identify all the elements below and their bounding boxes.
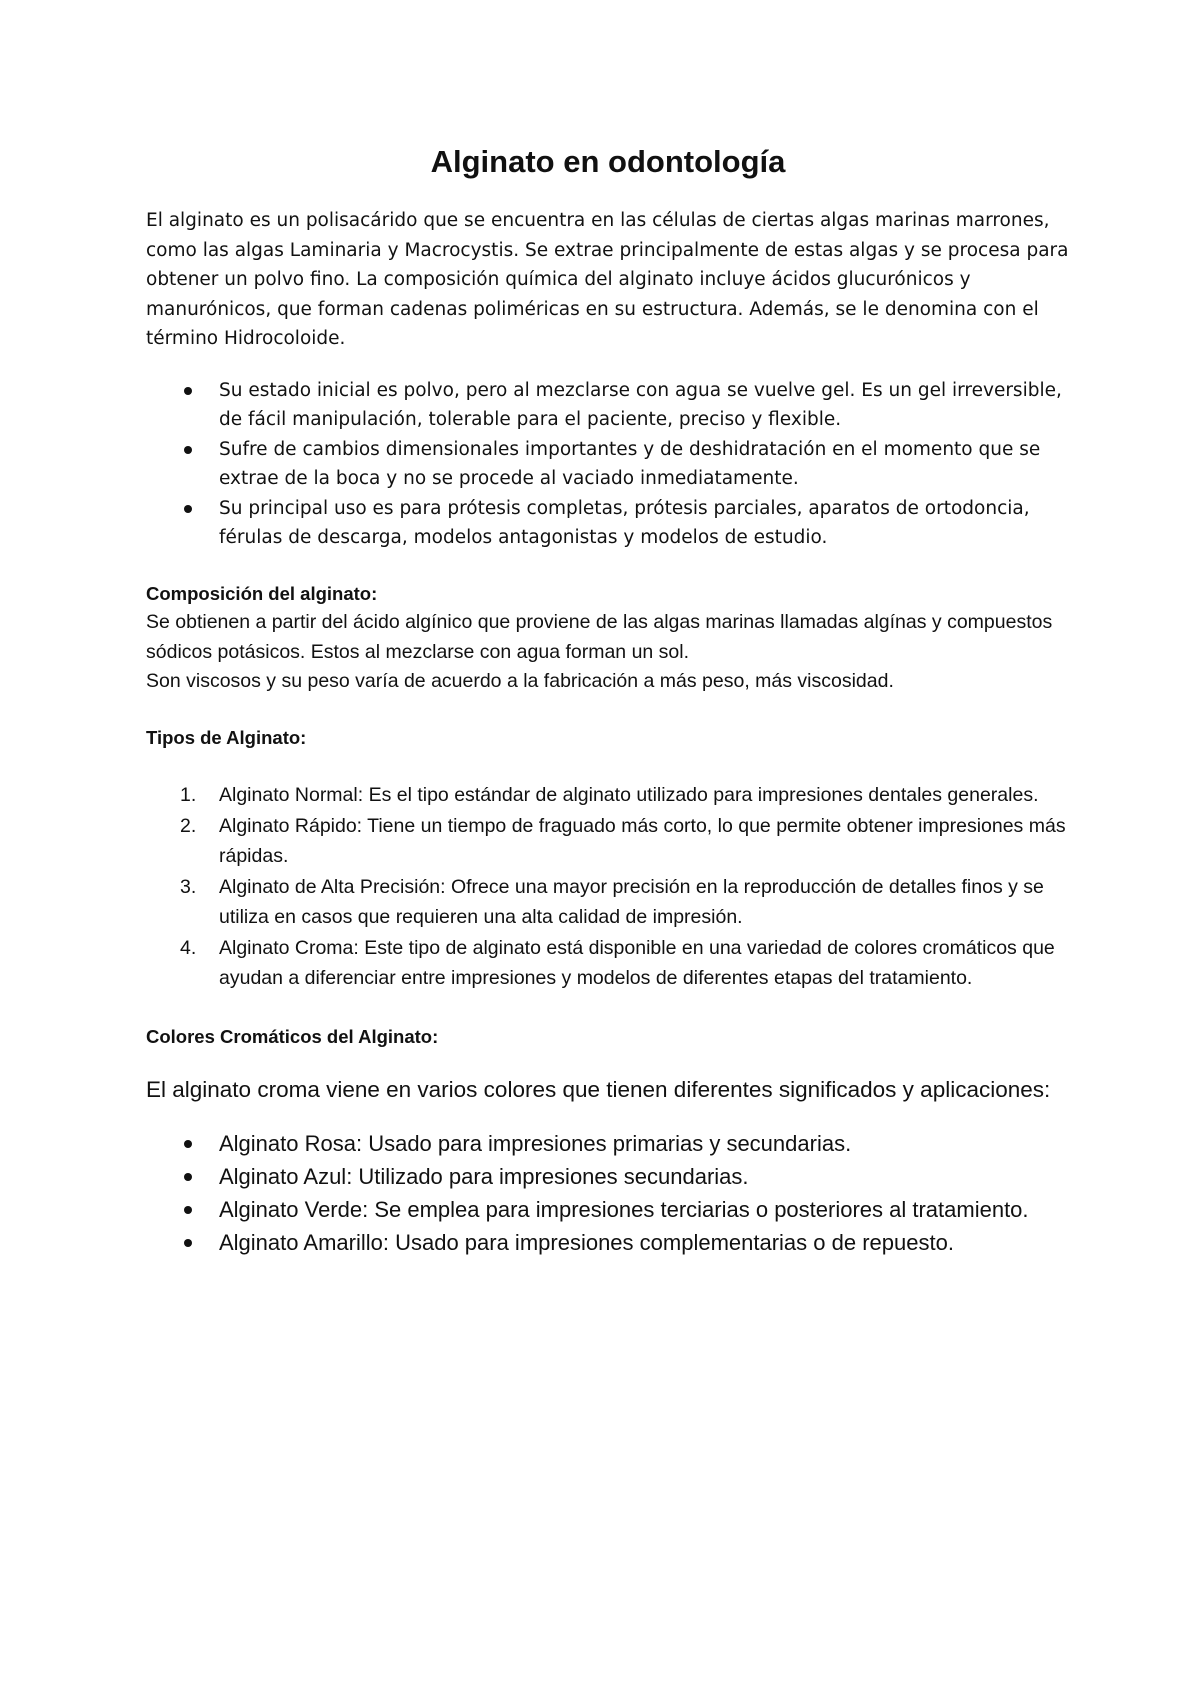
colors-intro: El alginato croma viene en varios colores que tienen diferentes significados y aplicaciones: — [146, 1077, 1051, 1102]
list-item-text: Alginato Normal: Es el tipo estándar de alginato utilizado para impresiones dentales generales. — [219, 784, 1039, 806]
intro-paragraph: El alginato es un polisacárido que se encuentra en las células de ciertas algas marinas marrones, como las algas Laminaria y Macrocystis. Se extrae principalmente de estas algas y se procesa para obtener un polvo fino. La composición química del alginato incluye ácidos glucurónicos y manurónicos, que forman cadenas poliméricas en su estructura. Además, se le denomina con el término Hidrocoloide. — [146, 210, 1069, 349]
composition-heading: Composición del alginato: — [146, 582, 378, 604]
list-number: 4. — [180, 936, 197, 959]
colors-list — [146, 1127, 1070, 1259]
types-list — [146, 780, 1070, 994]
list-number: 2. — [180, 814, 197, 837]
list-item-text: Alginato de Alta Precisión: Ofrece una mayor precisión en la reproducción de detalles finos y se utiliza en casos que requieren una alta calidad de impresión. — [219, 875, 1044, 928]
list-item — [146, 933, 1070, 994]
composition-line: Se obtienen a partir del ácido algínico que proviene de las algas marinas llamadas algínas y compuestos sódicos potásicos. Estos al mezclarse con agua forman un sol. — [146, 611, 1053, 663]
list-item: Su principal uso es para prótesis completas, prótesis parciales, aparatos de ortodoncia, férulas de descarga, modelos antagonistas y modelos de estudio. — [146, 494, 1070, 553]
list-item — [146, 811, 1070, 872]
list-item: Sufre de cambios dimensionales importantes y de deshidratación en el momento que se extrae de la boca y no se procede al vaciado inmediatamente. — [146, 435, 1070, 494]
list-item: Su estado inicial es polvo, pero al mezclarse con agua se vuelve gel. Es un gel irreversible, de fácil manipulación, tolerable para el paciente, preciso y flexible. — [146, 376, 1070, 435]
colors-heading: Colores Cromáticos del Alginato: — [146, 1025, 439, 1047]
types-heading: Tipos de Alginato: — [146, 726, 307, 748]
document-title: Alginato en odontología — [430, 144, 786, 179]
list-number: 3. — [180, 875, 197, 898]
list-item: Alginato Azul: Utilizado para impresiones secundarias. — [146, 1160, 1070, 1193]
properties-list — [146, 376, 1070, 553]
composition-body — [146, 608, 1070, 697]
list-item: Alginato Rosa: Usado para impresiones primarias y secundarias. — [146, 1127, 1070, 1160]
composition-line: Son viscosos y su peso varía de acuerdo a la fabricación a más peso, más viscosidad. — [146, 670, 894, 692]
list-number: 1. — [180, 784, 197, 806]
list-item — [146, 780, 1070, 811]
list-item-text: Alginato Rápido: Tiene un tiempo de fraguado más corto, lo que permite obtener impresiones más rápidas. — [219, 814, 1066, 867]
list-item: Alginato Verde: Se emplea para impresiones terciarias o posteriores al tratamiento. — [146, 1193, 1070, 1226]
list-item — [146, 872, 1070, 933]
list-item: Alginato Amarillo: Usado para impresiones complementarias o de repuesto. — [146, 1226, 1070, 1259]
list-item-text: Alginato Croma: Este tipo de alginato está disponible en una variedad de colores cromáticos que ayudan a diferenciar entre impresiones y modelos de diferentes etapas del tratamiento. — [219, 936, 1055, 989]
